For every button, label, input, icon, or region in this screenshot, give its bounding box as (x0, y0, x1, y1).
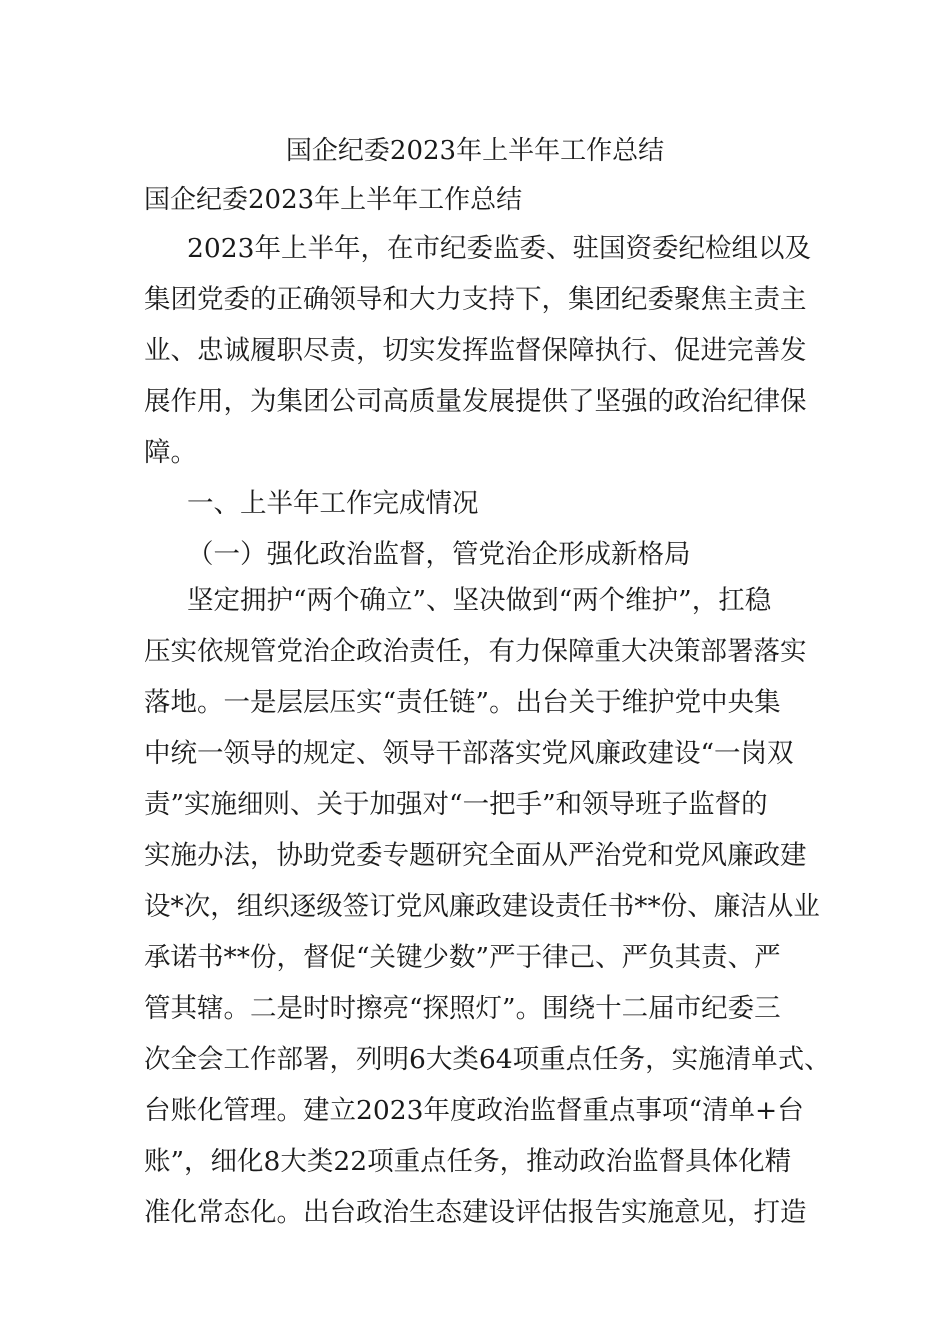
section-heading-block (144, 478, 824, 580)
paragraph-line: 展作用，为集团公司高质量发展提供了坚强的政治纪律保 (144, 386, 807, 417)
document-subtitle: 国企纪委2023年上半年工作总结 (144, 185, 523, 215)
document-title: 国企纪委2023年上半年工作总结 (285, 136, 665, 166)
paragraph-line: 坚定拥护“两个确立”、坚决做到“两个维护”，扛稳 (187, 585, 772, 616)
paragraph-line: 落地。一是层层压实“责任链”。出台关于维护党中央集 (144, 687, 781, 718)
paragraph-line: 2023年上半年，在市纪委监委、驻国资委纪检组以及 (187, 233, 811, 264)
paragraph-line: 责”实施细则、关于加强对“一把手”和领导班子监督的 (144, 789, 768, 820)
intro-paragraph (144, 223, 824, 478)
paragraph-line: 设*次，组织逐级签订党风廉政建设责任书**份、廉洁从业 (144, 891, 820, 922)
paragraph-line: 压实依规管党治企政治责任，有力保障重大决策部署落实 (144, 636, 807, 667)
paragraph-line: 台账化管理。建立2023年度政治监督重点事项“清单+台 (144, 1095, 804, 1126)
paragraph-line: 中统一领导的规定、领导干部落实党风廉政建设“一岗双 (144, 738, 794, 769)
paragraph-line: 业、忠诚履职尽责，切实发挥监督保障执行、促进完善发 (144, 335, 807, 366)
paragraph-line: 次全会工作部署，列明6大类64项重点任务，实施清单式、 (144, 1044, 831, 1075)
paragraph-line: 管其辖。二是时时擦亮“探照灯”。围绕十二届市纪委三 (144, 993, 781, 1024)
paragraph-line: 集团党委的正确领导和大力支持下，集团纪委聚焦主责主 (144, 284, 807, 315)
paragraph-line: 账”，细化8大类22项重点任务，推动政治监督具体化精 (144, 1146, 792, 1177)
paragraph-line: 实施办法，协助党委专题研究全面从严治党和党风廉政建 (144, 840, 807, 871)
subsection-heading: （一）强化政治监督，管党治企形成新格局 (187, 539, 691, 570)
paragraph-line: 准化常态化。出台政治生态建设评估报告实施意见，打造 (144, 1197, 807, 1228)
body-paragraph (144, 575, 831, 1238)
section-heading: 一、上半年工作完成情况 (187, 488, 479, 519)
paragraph-line: 障。 (144, 437, 197, 468)
paragraph-line: 承诺书**份，督促“关键少数”严于律己、严负其责、严 (144, 942, 781, 973)
